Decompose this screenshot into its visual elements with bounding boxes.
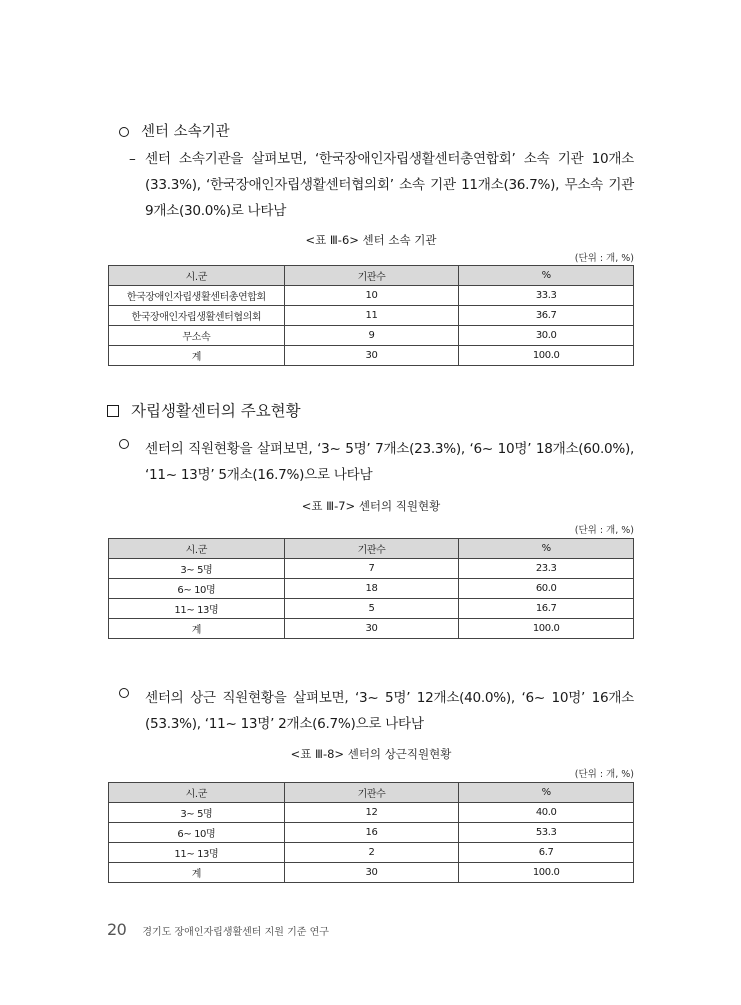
header-cell: 기관수 <box>284 266 459 286</box>
header-cell: 시.군 <box>109 783 285 803</box>
paragraph-text: 센터의 상근 직원현황을 살펴보면, ‘3~ 5명’ 12개소(40.0%), ‘6~ 10명’ 16개소(53.3%), ‘11~ 13명’ 2개소(6.7%)으로 나타남 <box>145 690 634 732</box>
header-cell: 기관수 <box>284 539 459 559</box>
table-cell: 40.0 <box>459 803 634 823</box>
table-cell: 16 <box>284 823 459 843</box>
table-cell: 계 <box>109 863 285 883</box>
table-cell: 3~ 5명 <box>109 803 285 823</box>
paragraph-text: 센터의 직원현황을 살펴보면, ‘3~ 5명’ 7개소(23.3%), ‘6~ 10명’ 18개소(60.0%), ‘11~ 13명’ 5개소(16.7%)으로 나타남 <box>145 441 634 483</box>
table-cell: 100.0 <box>459 346 634 366</box>
page-number: 20 <box>107 920 127 939</box>
header-cell: % <box>459 266 634 286</box>
table-cell: 7 <box>284 559 459 579</box>
table-cell: 53.3 <box>459 823 634 843</box>
table-cell: 100.0 <box>459 619 634 639</box>
table-cell: 18 <box>284 579 459 599</box>
table-cell: 6.7 <box>459 843 634 863</box>
table-row <box>109 803 634 823</box>
page-footer <box>107 920 329 939</box>
table-cell: 33.3 <box>459 286 634 306</box>
table-cell: 36.7 <box>459 306 634 326</box>
table6-unit: (단위 : 개, %) <box>574 253 634 264</box>
fulltime-staff-paragraph <box>145 685 634 737</box>
table-row <box>109 306 634 326</box>
dash-bullet: – <box>129 151 136 167</box>
section-heading-main-status <box>107 401 301 421</box>
table-cell: 11~ 13명 <box>109 599 285 619</box>
table-row <box>109 286 634 306</box>
affiliation-paragraph <box>129 146 634 224</box>
table-cell: 9 <box>284 326 459 346</box>
header-cell: 기관수 <box>284 783 459 803</box>
header-cell: 시.군 <box>109 539 285 559</box>
table6-caption: <표 Ⅲ-6> 센터 소속 기관 <box>305 233 437 247</box>
table-cell: 12 <box>284 803 459 823</box>
circle-bullet-icon <box>119 127 129 137</box>
table-cell: 11 <box>284 306 459 326</box>
table-cell: 5 <box>284 599 459 619</box>
heading-text: 자립생활센터의 주요현황 <box>131 402 301 420</box>
table-cell: 2 <box>284 843 459 863</box>
header-cell: % <box>459 539 634 559</box>
paragraph-text: 센터 소속기관을 살펴보면, ‘한국장애인자립생활센터총연합회’ 소속 기관 10개소(33.3%), ‘한국장애인자립생활센터협의회’ 소속 기관 11개소(36.7%), 무소속 기관 9개소(30.0%)로 나타남 <box>145 151 634 219</box>
table-header-row <box>109 539 634 559</box>
table-cell: 계 <box>109 619 285 639</box>
table-cell: 무소속 <box>109 326 285 346</box>
table-row <box>109 619 634 639</box>
heading-text: 센터 소속기관 <box>141 124 230 140</box>
fulltime-staff-bullet <box>119 688 141 698</box>
table-cell: 한국장애인자립생활센터협의회 <box>109 306 285 326</box>
table-cell: 30 <box>284 619 459 639</box>
table-row <box>109 326 634 346</box>
table7-caption: <표 Ⅲ-7> 센터의 직원현황 <box>301 499 441 513</box>
section-heading-affiliation <box>119 122 230 142</box>
table-staff <box>108 538 634 639</box>
circle-bullet-icon <box>119 439 129 449</box>
table-cell: 30.0 <box>459 326 634 346</box>
staff-bullet <box>119 439 141 449</box>
table-header-row <box>109 783 634 803</box>
table-header-row <box>109 266 634 286</box>
header-cell: 시.군 <box>109 266 285 286</box>
table-row <box>109 823 634 843</box>
table-row <box>109 579 634 599</box>
table-row <box>109 843 634 863</box>
circle-bullet-icon <box>119 688 129 698</box>
staff-paragraph <box>145 436 634 488</box>
table-fulltime-staff <box>108 782 634 883</box>
table-cell: 3~ 5명 <box>109 559 285 579</box>
table-cell: 11~ 13명 <box>109 843 285 863</box>
table-cell: 10 <box>284 286 459 306</box>
table-cell: 16.7 <box>459 599 634 619</box>
table-cell: 100.0 <box>459 863 634 883</box>
table-row <box>109 599 634 619</box>
table-row <box>109 559 634 579</box>
table-row <box>109 346 634 366</box>
table-cell: 한국장애인자립생활센터총연합회 <box>109 286 285 306</box>
table-cell: 6~ 10명 <box>109 579 285 599</box>
table-cell: 계 <box>109 346 285 366</box>
table8-unit: (단위 : 개, %) <box>574 769 634 780</box>
table-cell: 30 <box>284 863 459 883</box>
table-row <box>109 863 634 883</box>
table8-caption: <표 Ⅲ-8> 센터의 상근직원현황 <box>290 747 452 761</box>
table-cell: 6~ 10명 <box>109 823 285 843</box>
square-bullet-icon <box>107 405 119 417</box>
table-cell: 30 <box>284 346 459 366</box>
table-cell: 23.3 <box>459 559 634 579</box>
table7-unit: (단위 : 개, %) <box>574 525 634 536</box>
header-cell: % <box>459 783 634 803</box>
footer-title: 경기도 장애인자립생활센터 지원 기준 연구 <box>142 927 329 938</box>
table-cell: 60.0 <box>459 579 634 599</box>
table-affiliation <box>108 265 634 366</box>
